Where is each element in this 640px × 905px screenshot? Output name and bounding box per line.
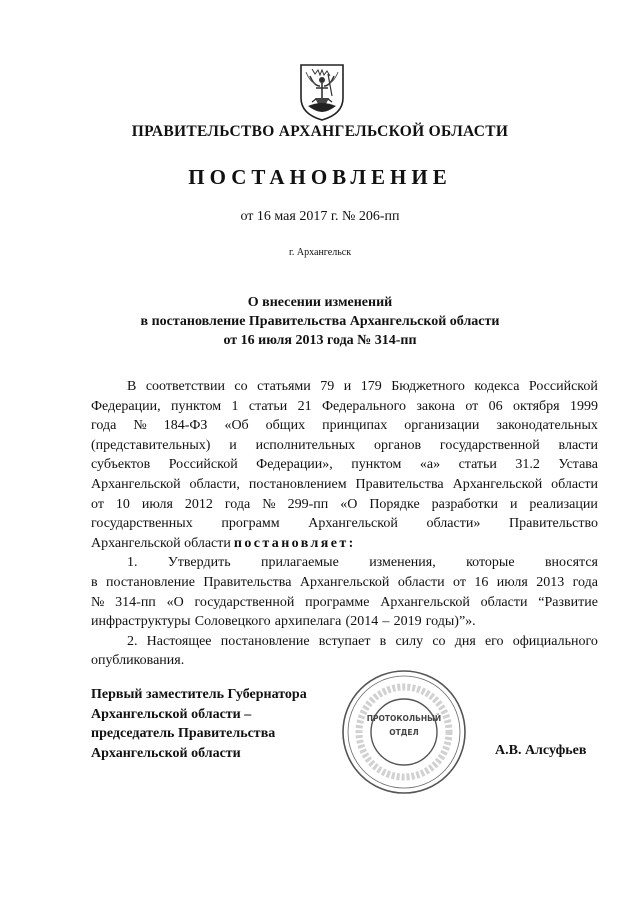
word: постановление bbox=[220, 633, 310, 649]
word: субъектов bbox=[91, 457, 151, 473]
title-line: О внесении изменений bbox=[247, 295, 393, 310]
word: архипелага bbox=[274, 614, 342, 630]
word: Архангельской bbox=[452, 476, 543, 492]
title-line: от 16 июля 2013 года № 314-пп bbox=[223, 333, 417, 348]
paragraph-line bbox=[91, 573, 598, 593]
word: разработки bbox=[431, 496, 498, 512]
word: области, bbox=[189, 476, 240, 492]
paragraph-line bbox=[91, 377, 598, 397]
word: его bbox=[484, 633, 504, 649]
paragraph-line bbox=[91, 495, 598, 515]
paragraph-item-2 bbox=[91, 632, 598, 671]
title-line: в постановление Правительства Архангельской области bbox=[140, 314, 500, 329]
word: органов bbox=[374, 437, 422, 453]
word: 2013 bbox=[536, 574, 565, 590]
word: “Развитие bbox=[538, 594, 598, 610]
word: Устава bbox=[558, 457, 598, 473]
word: власти bbox=[558, 437, 598, 453]
paragraph-item-1 bbox=[91, 553, 598, 631]
word: программ bbox=[221, 516, 280, 532]
word: области» bbox=[426, 516, 481, 532]
word: статьи bbox=[458, 457, 497, 473]
word: закона bbox=[416, 398, 455, 414]
paragraph-preamble bbox=[91, 377, 598, 534]
word: соответствии bbox=[145, 379, 225, 394]
word: которые bbox=[466, 555, 515, 571]
word: октября bbox=[513, 398, 560, 414]
word: 2012 bbox=[184, 496, 213, 512]
word: В bbox=[127, 379, 137, 394]
stamp-label bbox=[340, 712, 468, 740]
stamp-label-line: ОТДЕЛ bbox=[389, 728, 419, 737]
word: от bbox=[465, 398, 479, 414]
document-city: г. Архангельск bbox=[288, 247, 352, 258]
word: № bbox=[262, 496, 276, 512]
word: официального bbox=[512, 633, 598, 649]
word: Федерации», bbox=[256, 457, 333, 473]
paragraph-line bbox=[91, 534, 598, 554]
arkhangelsk-coat-of-arms-icon bbox=[298, 62, 346, 122]
word: Архангельской bbox=[308, 516, 398, 532]
paragraph-line bbox=[91, 397, 598, 417]
word: вносятся bbox=[544, 555, 598, 571]
word: 184-ФЗ bbox=[163, 418, 208, 434]
word: и bbox=[229, 437, 237, 453]
word: постановлением bbox=[248, 476, 347, 492]
word: области bbox=[480, 594, 528, 610]
word: вступает bbox=[318, 633, 371, 649]
word: статьи bbox=[248, 398, 288, 414]
word: принципах bbox=[322, 418, 388, 434]
word: года bbox=[572, 574, 598, 590]
word: «О bbox=[166, 594, 184, 610]
decree-word: постановляет: bbox=[233, 535, 356, 551]
signature-position-line: Первый заместитель Губернатора bbox=[91, 687, 307, 702]
word: организации bbox=[404, 418, 480, 434]
word: № bbox=[133, 418, 147, 434]
word: общих bbox=[265, 418, 306, 434]
word: и bbox=[509, 496, 518, 512]
signature-position-line: Архангельской области bbox=[91, 745, 241, 761]
word: государственной bbox=[439, 437, 540, 453]
word: Бюджетного bbox=[391, 379, 465, 394]
document-type: ПОСТАНОВЛЕНИЕ bbox=[188, 165, 452, 189]
word: Российской bbox=[168, 457, 238, 473]
word: «О bbox=[340, 496, 358, 512]
word: в bbox=[91, 574, 98, 590]
paragraph-line bbox=[91, 436, 598, 456]
signer-name: А.В. Алсуфьев bbox=[495, 743, 587, 758]
word: 06 bbox=[488, 398, 503, 414]
word: 299-пп bbox=[287, 496, 329, 512]
word: года bbox=[224, 496, 251, 512]
word: со bbox=[234, 379, 248, 394]
paragraph-line bbox=[91, 593, 598, 613]
signature-position-line: председатель Правительства bbox=[91, 726, 276, 742]
word: Соловецкого bbox=[194, 614, 271, 630]
word: 31.2 bbox=[515, 457, 540, 473]
word: силу bbox=[395, 633, 424, 649]
word: 1 bbox=[231, 398, 239, 414]
signature-position bbox=[91, 685, 307, 763]
word: – bbox=[382, 614, 390, 630]
paragraph-line bbox=[91, 416, 598, 436]
word: и bbox=[343, 379, 352, 394]
word: года bbox=[91, 418, 117, 434]
government-name: ПРАВИТЕЛЬСТВО АРХАНГЕЛЬСКОЙ ОБЛАСТИ bbox=[131, 123, 509, 140]
word: кодекса bbox=[474, 379, 520, 394]
word: Архангельской bbox=[91, 476, 181, 492]
document-body bbox=[91, 377, 598, 671]
paragraph-line bbox=[91, 455, 598, 475]
word: 314-пп bbox=[115, 594, 156, 610]
word: Порядке bbox=[369, 496, 420, 512]
word: государственной bbox=[194, 594, 295, 610]
word: 1. bbox=[127, 555, 138, 571]
word: в bbox=[379, 633, 387, 649]
word: государственных bbox=[91, 516, 193, 532]
word: Российской bbox=[528, 379, 598, 394]
paragraph-line bbox=[91, 514, 598, 534]
word: «а» bbox=[419, 457, 441, 473]
word: инфраструктуры bbox=[91, 614, 191, 630]
stamp-label-line: ПРОТОКОЛЬНЫЙ bbox=[366, 714, 442, 723]
word: опубликования. bbox=[91, 653, 185, 669]
word: № bbox=[91, 594, 105, 610]
word: области bbox=[551, 476, 598, 492]
word: Архангельской bbox=[380, 594, 470, 610]
word: со bbox=[432, 633, 446, 649]
word: «Об bbox=[224, 418, 249, 434]
word: Архангельской bbox=[299, 574, 390, 590]
word: прилагаемые bbox=[260, 555, 339, 571]
word: 10 bbox=[115, 496, 130, 512]
word: статьями bbox=[257, 379, 311, 394]
word: 179 bbox=[360, 379, 382, 394]
word: (2014 bbox=[345, 614, 379, 630]
word: от bbox=[91, 496, 104, 512]
word: 79 bbox=[320, 379, 335, 394]
word: июля bbox=[141, 496, 173, 512]
word: от bbox=[453, 574, 466, 590]
word: Настоящее bbox=[146, 633, 212, 649]
text-span: Архангельской области bbox=[91, 535, 231, 551]
signature-position-line: Архангельской области – bbox=[91, 706, 252, 722]
word: реализации bbox=[529, 496, 598, 512]
word: изменения, bbox=[369, 555, 436, 571]
word: Правительство bbox=[509, 516, 598, 532]
word: Федерального bbox=[322, 398, 407, 414]
word: Правительства bbox=[203, 574, 292, 590]
word: (представительных) bbox=[91, 437, 211, 453]
word: пунктом bbox=[351, 457, 402, 473]
word: пунктом bbox=[171, 398, 222, 414]
word: 21 bbox=[297, 398, 312, 414]
paragraph-line bbox=[91, 553, 598, 573]
word: дня bbox=[454, 633, 476, 649]
document-title bbox=[0, 293, 640, 350]
word: программе bbox=[305, 594, 370, 610]
word: годы)”». bbox=[425, 614, 476, 630]
document-date-number: от 16 мая 2017 г. № 206-пп bbox=[240, 209, 400, 224]
word: области bbox=[397, 574, 445, 590]
word: 2019 bbox=[393, 614, 422, 630]
word: 16 bbox=[474, 574, 489, 590]
paragraph-line bbox=[91, 475, 598, 495]
word: 1999 bbox=[569, 398, 598, 414]
word: законодательных bbox=[496, 418, 598, 434]
paragraph-line bbox=[91, 612, 598, 632]
word: Утвердить bbox=[167, 555, 231, 571]
word: июля bbox=[496, 574, 528, 590]
paragraph-line bbox=[91, 632, 598, 652]
word: 2. bbox=[127, 633, 138, 649]
word: Федерации, bbox=[91, 398, 161, 414]
word: постановление bbox=[106, 574, 195, 590]
word: Правительства bbox=[355, 476, 444, 492]
word: исполнительных bbox=[255, 437, 356, 453]
